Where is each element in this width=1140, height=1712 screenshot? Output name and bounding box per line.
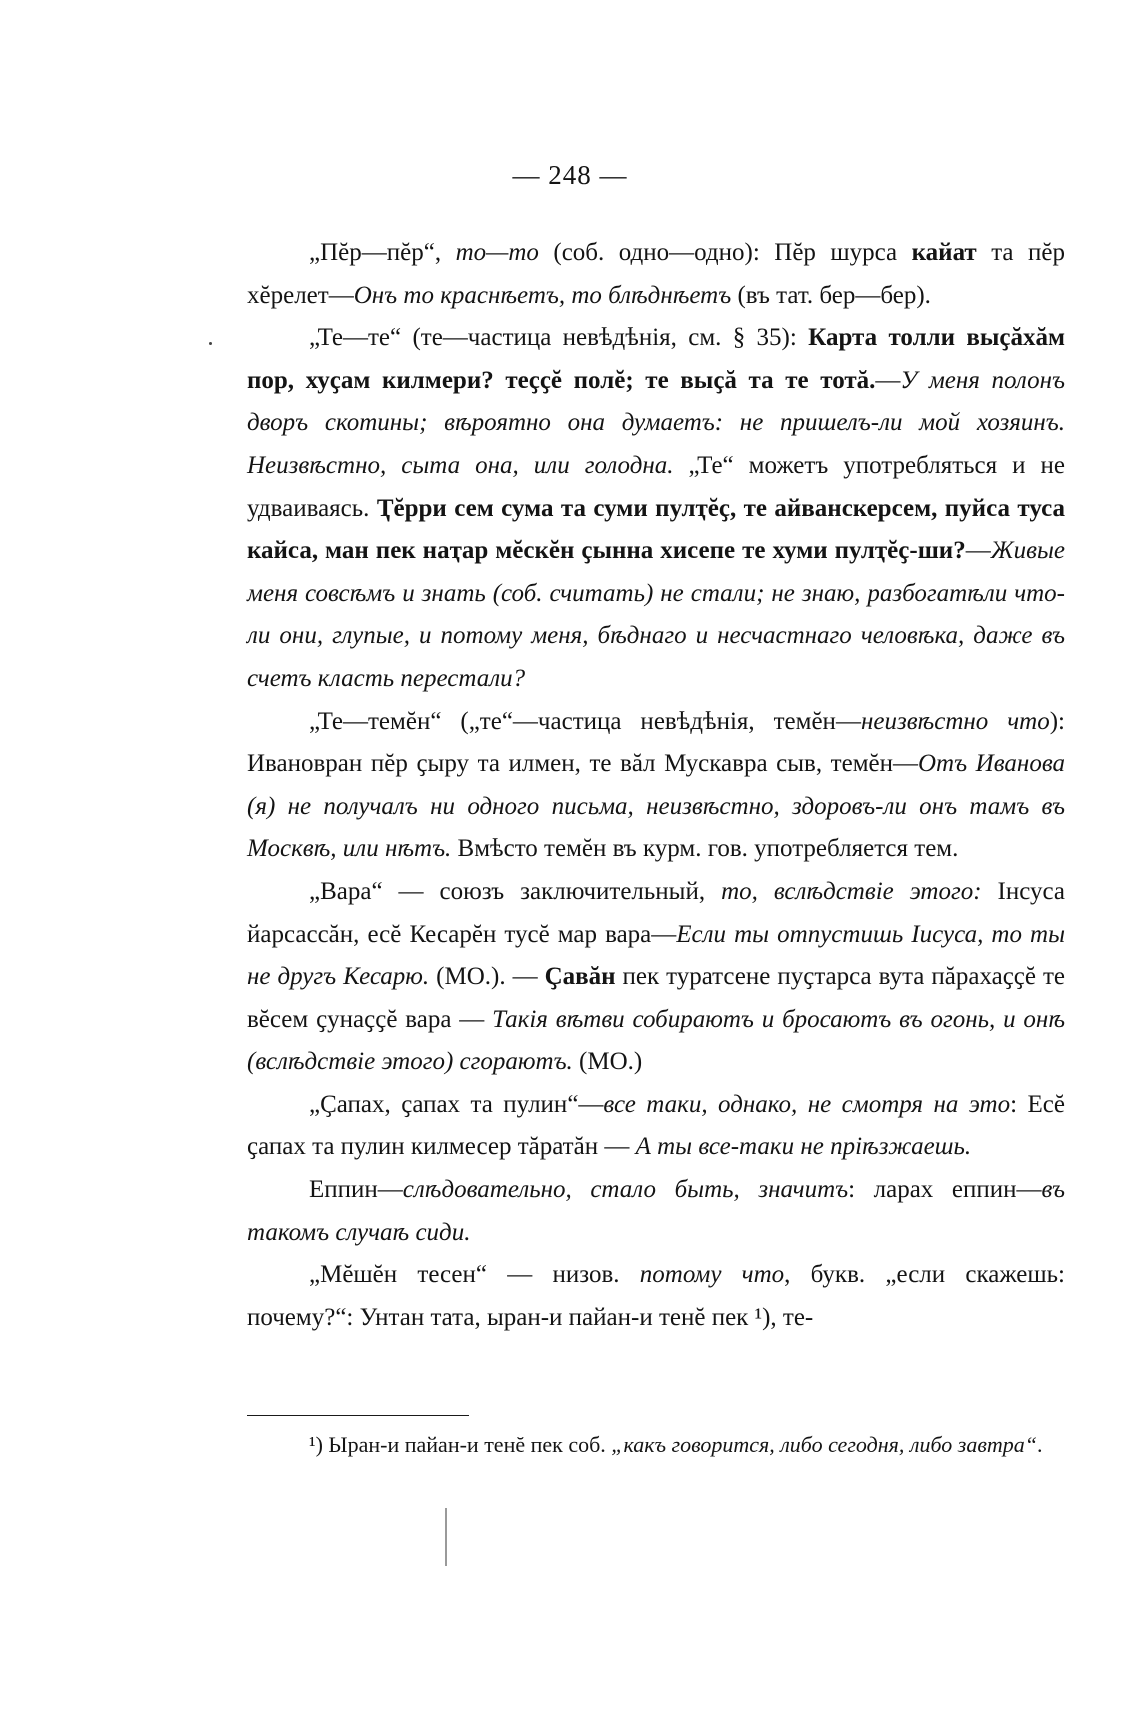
text-run: . [1037, 1432, 1043, 1457]
bold-text-run: Ҫавăн [544, 963, 616, 991]
text-run: „Те“ можетъ употребляться и не удваиваясь. [247, 451, 1066, 522]
text-run: „Те—темĕн“ („те“—частица невѣдѣнія, темĕн— [309, 707, 861, 735]
text-run: „Те—те“ (те—частица невѣдѣнія, см. § 35): [309, 324, 809, 352]
italic-text-run: то, вслѣдствіе этого: [721, 877, 982, 905]
text-run: — [965, 537, 991, 565]
text-run: пек туратсене пуҫтарса вута пăрахаҫҫĕ те вĕсем ҫунаҫҫĕ вара — [247, 963, 1066, 1033]
text-run: „Мĕшĕн тесен“ — низов. [309, 1261, 640, 1289]
italic-text-run: все таки, однако, не смотря на это [603, 1090, 1011, 1118]
italic-text-run: У меня полонъ дворъ скотины; вѣроятно она думаетъ: не пришелъ-ли мой хозяинъ. Неизвѣстно, сыта она, или голодна. [247, 366, 1066, 479]
italic-text-run: Отъ Иванова (я) не получалъ ни одного письма, неизвѣстно, здоровъ-ли онъ тамъ въ Москвѣ, или нѣтъ. [247, 750, 1065, 863]
italic-text-run: Если ты отпустишь Іисуса, то ты не другъ Кесарю. [247, 920, 1065, 991]
italic-text-run: слѣдовательно, стало быть, значитъ [402, 1176, 849, 1204]
paragraph-te-te [247, 317, 1065, 700]
main-text [247, 232, 1065, 1339]
page-number: — 248 — [512, 160, 628, 190]
text-run: (МО.) [572, 1048, 643, 1076]
italic-text-run: въ такомъ случаѣ сиди. [247, 1176, 1065, 1246]
scan-speck [445, 1508, 447, 1566]
footnote [247, 1425, 1065, 1465]
text-run: „Ҫапах, ҫапах та пулин“— [309, 1090, 604, 1118]
text-run: (въ тат. бер—бер). [731, 281, 931, 309]
text-run: ): Ивановран пĕр ҫыру та илмен, те вăл Мускавра сыв, темĕн— [247, 707, 1066, 778]
footnote-text [247, 1425, 1065, 1465]
text-run: Вмѣсто темĕн въ курм. гов. употребляется тем. [451, 835, 959, 863]
footnote-divider [247, 1415, 469, 1416]
italic-text-run: Онъ то краснѣетъ, то блѣднѣетъ [353, 281, 732, 309]
bold-text-run: кайат [911, 239, 977, 266]
italic-text-run: „какъ говорится, либо сегодня, либо завтра“ [611, 1432, 1037, 1457]
italic-text-run: Живые меня совсѣмъ и знать (соб. считать) не стали; не знаю, разбогатѣли что-ли они, глупые, и потому меня, бѣднаго и несчастнаго человѣка, даже въ счетъ класть перестали? [247, 537, 1065, 692]
paragraph-vara [247, 871, 1065, 1084]
text-run: — [875, 366, 901, 394]
text-run: : ларах еппин— [848, 1176, 1042, 1204]
paragraph-te-temen [247, 701, 1065, 871]
text-run: „Пĕр—пĕр“, [309, 239, 456, 266]
text-run: (соб. одно—одно): Пĕр шурса [538, 239, 912, 266]
italic-text-run: неизвѣстно что [860, 707, 1050, 735]
bold-text-run: Ҭĕрри сем сума та суми пулҭĕҫ, те айванскерсем, пуйса туса кайса, ман пек наҭар мĕскĕн ҫынна хисепе те хуми пулҭĕҫ-ши? [247, 494, 1065, 565]
paragraph-sapah [247, 1084, 1065, 1169]
text-run: (МО.). — [429, 963, 545, 991]
bold-text-run: Карта толли выҫăхăм пор, хуҫам килмери? теҫҫĕ полĕ; те выҫă та те тотă. [247, 324, 1065, 394]
italic-text-run: то—то [455, 239, 539, 266]
text-run: Інсуса йарсассăн, есĕ Кесарĕн тусĕ мар вара— [247, 877, 1066, 948]
paragraph-eppin [247, 1169, 1065, 1254]
paragraph-per-per [247, 232, 1065, 317]
text-run: : Есĕ ҫапах та пулин килмесер тăратăн — [247, 1090, 1065, 1161]
text-run: , букв. „если скажешь: почему?“: Унтан тата, ыран-и пайан-и тенĕ пек ¹), те- [247, 1261, 1065, 1331]
paragraph-meshen-tesen [247, 1254, 1065, 1339]
text-run: та пĕр хĕрелет— [247, 239, 1065, 309]
text-run: ¹) Ыран-и пайан-и тенĕ пек соб. [309, 1432, 612, 1457]
text-run: „Вара“ — союзъ заключительный, [309, 877, 722, 905]
italic-text-run: А ты все-таки не пріѣзжаешь. [635, 1133, 972, 1161]
italic-text-run: Такія вѣтви собираютъ и бросаютъ въ огонь, и онѣ (вслѣдствіе этого) сгораютъ. [247, 1005, 1066, 1076]
italic-text-run: потому что [639, 1261, 785, 1289]
text-run: Еппин— [309, 1176, 403, 1204]
margin-mark [209, 342, 212, 345]
